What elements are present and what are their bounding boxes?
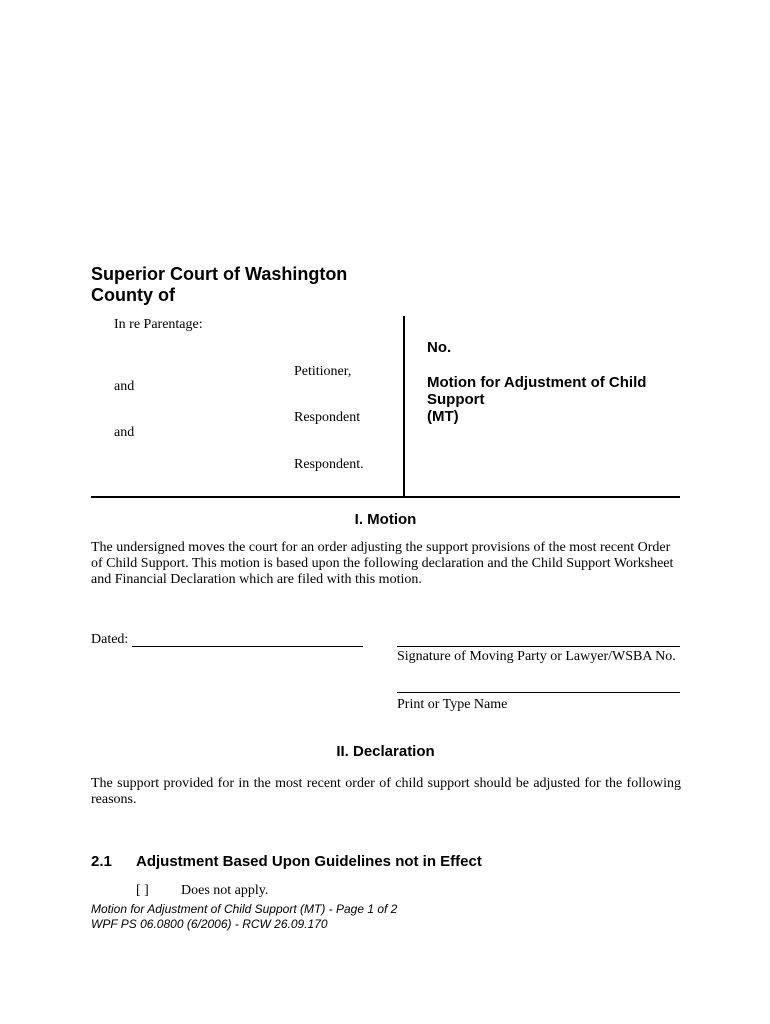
motion-body-line2: of Child Support. This motion is based upon the following declaration and the Child Support Worksheet bbox=[91, 556, 674, 571]
dated-label: Dated: bbox=[91, 632, 129, 647]
print-name-caption: Print or Type Name bbox=[397, 697, 508, 712]
document-title-line2: Support bbox=[427, 391, 485, 408]
court-heading bbox=[91, 264, 347, 306]
motion-body-line1: The undersigned moves the court for an order adjusting the support provisions of the most recent Order bbox=[91, 540, 671, 555]
and-label-2: and bbox=[114, 425, 135, 440]
caption-horizontal-divider bbox=[91, 496, 680, 498]
county-label: County of bbox=[91, 285, 175, 305]
dated-line[interactable] bbox=[132, 646, 363, 647]
declaration-heading: II. Declaration bbox=[336, 743, 435, 760]
motion-body bbox=[91, 540, 681, 588]
document-title bbox=[427, 374, 646, 425]
signature-line[interactable] bbox=[397, 646, 680, 647]
print-name-line[interactable] bbox=[397, 692, 680, 693]
declaration-body: The support provided for in the most recent order of child support should be adjusted for the following reasons. bbox=[91, 776, 681, 807]
and-label-1: and bbox=[114, 379, 135, 394]
signature-caption: Signature of Moving Party or Lawyer/WSBA No. bbox=[397, 649, 676, 664]
does-not-apply-label: Does not apply. bbox=[181, 883, 269, 898]
respondent-label-1: Respondent bbox=[294, 410, 361, 425]
motion-body-line3: and Financial Declaration which are filed with this motion. bbox=[91, 572, 422, 587]
petitioner-label: Petitioner, bbox=[294, 364, 352, 379]
document-title-line1: Motion for Adjustment of Child bbox=[427, 374, 647, 391]
court-name: Superior Court of Washington bbox=[91, 264, 348, 284]
section-2-1-title: Adjustment Based Upon Guidelines not in Effect bbox=[136, 853, 482, 870]
motion-heading: I. Motion bbox=[354, 511, 417, 528]
section-2-1-number: 2.1 bbox=[91, 853, 112, 870]
footer-form-number: WPF PS 06.0800 (6/2006) - RCW 26.09.170 bbox=[91, 917, 328, 931]
respondent-label-2: Respondent. bbox=[294, 457, 364, 472]
case-number-label: No. bbox=[427, 339, 452, 356]
document-title-line3: (MT) bbox=[427, 408, 459, 425]
caption-vertical-divider bbox=[403, 316, 405, 498]
in-re-label: In re Parentage: bbox=[114, 317, 203, 332]
does-not-apply-checkbox[interactable]: [ ] bbox=[136, 883, 149, 898]
footer-title: Motion for Adjustment of Child Support (MT) - Page 1 of 2 bbox=[91, 902, 398, 916]
